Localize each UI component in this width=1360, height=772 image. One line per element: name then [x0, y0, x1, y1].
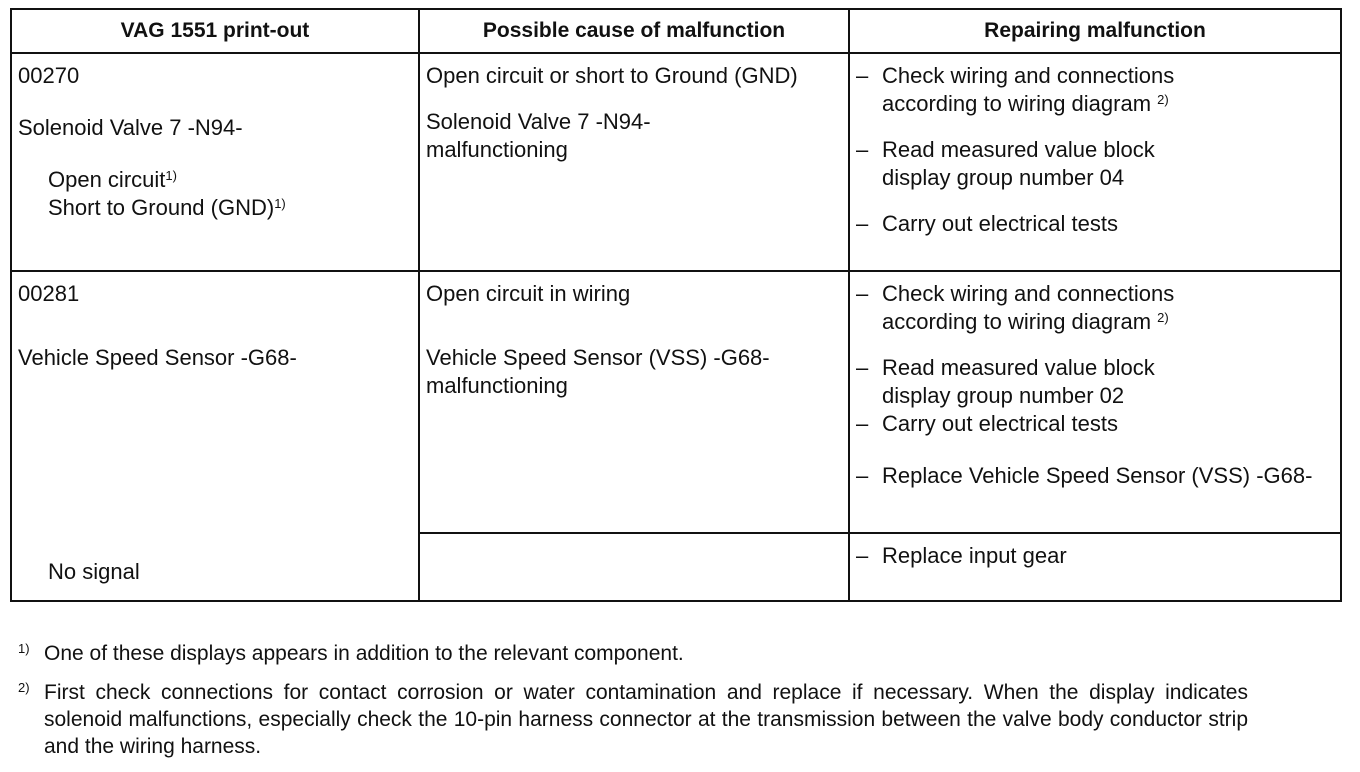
footnote-ref: 2) [1157, 310, 1169, 325]
table-row [11, 271, 1341, 533]
table-row [11, 53, 1341, 271]
printout-cell [11, 271, 419, 601]
cause-cell [419, 53, 849, 271]
malfunction-table [10, 8, 1342, 602]
list-item: – Replace Vehicle Speed Sensor (VSS) -G68- [856, 463, 1313, 488]
cause-cell [419, 533, 849, 601]
footnote [18, 640, 1248, 667]
display-text: Short to Ground (GND)$^{1)}$ [48, 195, 286, 220]
footnote [18, 679, 1248, 760]
printout-cell [11, 53, 419, 271]
dash-bullet: – [856, 355, 869, 380]
cause-text: Vehicle Speed Sensor (VSS) -G68- malfunctioning [426, 345, 770, 398]
footnote-mark: 2) [18, 680, 30, 695]
list-item: – Carry out electrical tests [856, 411, 1118, 436]
footnote-ref: 2) [1157, 92, 1169, 107]
footnote-text: First check connections for contact corrosion or water contamination and replace if necessary. When the display indicates solenoid malfunctions, especially check the 10-pin harness connector at the transmission between the valve body conductor strip and the wiring harness. [44, 681, 1248, 758]
dash-bullet: – [856, 63, 869, 88]
footnote-ref: 1) [274, 196, 286, 211]
repair-cell [849, 53, 1341, 271]
repair-cell [849, 271, 1341, 533]
list-item: – Check wiring and connections according to wiring diagram $^{2)}$ [856, 281, 1175, 334]
fault-code: 00281 [18, 281, 80, 306]
list-item: – Read measured value block display group number 02 [856, 355, 1155, 408]
cause-cell [419, 271, 849, 533]
footnote-ref: 1) [165, 168, 177, 183]
dash-bullet: – [856, 211, 869, 236]
header-repair: Repairing malfunction [849, 9, 1341, 53]
header-row [11, 9, 1341, 53]
header-cause: Possible cause of malfunction [419, 9, 849, 53]
dash-bullet: – [856, 543, 869, 568]
list-item: – Read measured value block display group number 04 [856, 137, 1155, 190]
display-text: No signal [48, 559, 140, 584]
footnote-mark: 1) [18, 641, 30, 656]
dash-bullet: – [856, 411, 869, 436]
dash-bullet: – [856, 281, 869, 306]
footnotes [18, 640, 1248, 772]
footnote-text: One of these displays appears in addition to the relevant component. [44, 642, 684, 665]
component-name: Solenoid Valve 7 -N94- [18, 115, 243, 140]
display-text: Open circuit$^{1)}$ [48, 167, 177, 192]
list-item: – Carry out electrical tests [856, 211, 1118, 236]
cause-text: Open circuit in wiring [426, 281, 631, 306]
header-printout: VAG 1551 print-out [11, 9, 419, 53]
dash-bullet: – [856, 137, 869, 162]
cause-text: Open circuit or short to Ground (GND) [426, 63, 798, 88]
component-name: Vehicle Speed Sensor -G68- [18, 345, 297, 370]
fault-code: 00270 [18, 63, 80, 88]
dash-bullet: – [856, 463, 869, 488]
cause-text: Solenoid Valve 7 -N94- malfunctioning [426, 109, 651, 162]
list-item: – Replace input gear [856, 543, 1067, 568]
list-item: – Check wiring and connections according to wiring diagram $^{2)}$ [856, 63, 1175, 116]
repair-cell [849, 533, 1341, 601]
